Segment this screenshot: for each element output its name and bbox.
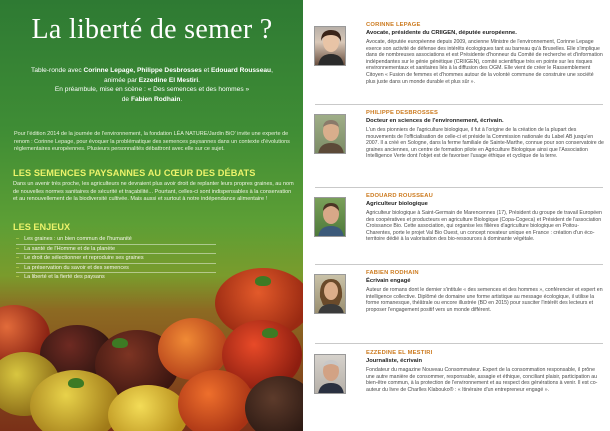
tomato-stem xyxy=(112,338,128,348)
person-bio: Avocate, députée européenne depuis 2009, ancienne Ministre de l'environnement, Corinne Lepage exerce son activité de défense des intérêts écologiques tant au barreau qu'à Bruxelles. Elle s'implique dans de nombreuses associations et est Présidente d'honneur du Comité de recherche et d'information indépendantes sur le génie génétique (CRIIGEN), comité scientifique très en pointe sur les risques environnementaux et sanitaires liés à la diffusion des OGM. Elle vient de créer le Rassemblement Citoyen « Fusion de femmes et d'hommes autour de la volonté commune de construire une société plus juste dans un monde durable et plus sûr ». xyxy=(366,39,603,85)
tomato-stem xyxy=(68,378,84,388)
intro-prefix: Table-ronde avec xyxy=(31,67,84,74)
person-name: PHILIPPE DESBROSSES xyxy=(366,110,439,116)
person-bio: Fondateur du magazine Nouveau Consommateur. Expert de la consommation responsable, il prône une autre manière de consommer, responsable, assagie et éthique, conciliant plaisir, participation au bien-être commun, à la protection de l'environnement et au respect des générations à venir. Il est co-auteur du livre de Charlles Klabouko® : « Itinéraire d'un entrepreneur engagé ». xyxy=(366,367,598,393)
person-card xyxy=(303,110,610,184)
tomato-image xyxy=(108,385,188,431)
page-title: La liberté de semer ? xyxy=(31,14,273,45)
intro-line4-suffix: . xyxy=(180,95,183,103)
portrait-icon xyxy=(315,27,346,66)
person-name: FABIEN RODHAIN xyxy=(366,270,419,276)
portrait-photo xyxy=(314,354,346,394)
intro-line4-prefix: de xyxy=(121,95,131,103)
intro-mid: et xyxy=(201,67,211,74)
portrait-photo xyxy=(314,197,346,237)
intro-participants: Corinne Lepage, Philippe Desbrosses xyxy=(83,67,202,74)
intro-line2-prefix: animée par xyxy=(103,76,139,84)
divider xyxy=(315,104,603,105)
list-item: – La préservation du savoir et des semences xyxy=(16,263,216,272)
list-item: – Le droit de sélectionner et reproduire ses graines xyxy=(16,253,216,262)
left-panel xyxy=(0,0,303,431)
context-paragraph: Pour l'édition 2014 de la journée de l'environnement, la fondation LÉA NATURE/Jardin BiO' invite une experte de renom : Corinne Lepage, pour évoquer la problématique des semences paysannes dans un contexte d'évolutions réglementaires européennes. Plusieurs personnalités débattront avec elle sur ce sujet. xyxy=(14,131,290,153)
tomato-stem xyxy=(262,328,278,338)
intro-director: Fabien Rodhain xyxy=(130,95,181,103)
person-card xyxy=(303,270,610,342)
divider xyxy=(315,187,603,188)
intro-line2-suffix: . xyxy=(198,76,201,84)
intro-participant-last: Edouard Rousseau xyxy=(211,67,272,74)
section-heading-semences: LES SEMENCES PAYSANNES AU CŒUR DES DÉBATS xyxy=(13,168,256,178)
portrait-icon xyxy=(315,355,346,394)
intro-suffix: , xyxy=(271,67,273,74)
person-role: Docteur en sciences de l'environnement, écrivain. xyxy=(366,118,504,124)
enjeux-list xyxy=(16,235,216,281)
tomato-image xyxy=(178,370,254,431)
list-item: – La liberté et la fierté des paysans xyxy=(16,272,216,281)
person-bio: Agriculteur biologique à Saint-Germain de Marencennes (17), Président du groupe de travail Européen des coopératives et producteurs en agriculture Biologique (Copa-Cogeca) et Président de l'association Croissance Bio. Cette association, qui organise les filières d'agriculture biologique en Poitou-Charentes, porte le projet Val Bio Ouest, un concept novateur unique en France : création d'un éco-territoire dédié à la valorisation des bio-ressources à dominante végétale. xyxy=(366,210,602,243)
portrait-icon xyxy=(315,198,346,237)
person-name: CORINNE LEPAGE xyxy=(366,22,421,28)
intro-line3: En préambule, mise en scène : « Des semences et des hommes » xyxy=(54,86,250,94)
person-bio: Auteur de romans dont le dernier s'intitule « des semences et des hommes », conférencier et expert en intelligence collective. Diplômé de domaine une forme artistique au message écologique, il utilise la forme romanesque, théâtrale ou encore illustrée (BD en 2015) pour susciter l'intérêt des lecteurs et proposer l'engagement positif vers un monde différent. xyxy=(366,287,603,313)
person-card xyxy=(303,22,610,100)
right-panel xyxy=(303,0,610,431)
person-role: Écrivain engagé xyxy=(366,278,411,284)
portrait-photo xyxy=(314,26,346,66)
person-name: EZZEDINE EL MESTIRI xyxy=(366,350,433,356)
person-card xyxy=(303,350,610,426)
person-role: Journaliste, écrivain xyxy=(366,358,423,364)
list-item: – La santé de l'Homme et de la planète xyxy=(16,244,216,253)
section-heading-enjeux: LES ENJEUX xyxy=(13,222,71,232)
intro-moderator: Ezzedine El Mestiri xyxy=(138,76,199,84)
list-item: – Les graines : un bien commun de l'humanité xyxy=(16,235,216,244)
person-name: EDOUARD ROUSSEAU xyxy=(366,193,433,199)
portrait-photo xyxy=(314,114,346,154)
person-card xyxy=(303,193,610,261)
person-role: Agriculteur biologique xyxy=(366,201,428,207)
portrait-photo xyxy=(314,274,346,314)
portrait-icon xyxy=(315,275,346,314)
divider xyxy=(315,264,603,265)
person-bio: L'un des pionniers de l'agriculture biologique, il fut à l'origine de la création de la plupart des mouvements de l'officialisation de celle-ci et préside la Commission nationale du Label AB jusqu'en 2007. Il a créé en Sologne, dans la ferme familiale de Sainte-Marthe, connue pour son conservatoire de graines anciennes, un centre de formation pilote en Agriculture Biologique ainsi que l'Association Intelligence Verte dont l'objet est de favoriser l'usage éthique et cyclique de la terre. xyxy=(366,127,604,160)
portrait-icon xyxy=(315,115,346,154)
intro-block xyxy=(8,66,296,104)
person-role: Avocate, présidente du CRIIGEN, députée européenne. xyxy=(366,30,517,36)
divider xyxy=(315,343,603,344)
section-text-semences: Dans un avenir très proche, les agriculteurs ne devraient plus avoir droit de replanter leurs propres graines, au nom de nouvelles normes sanitaires de sécurité et traçabilité... Pourtant, celles-ci sont indispensables à la conservation et au renouvellement de la biodiversité cultivée. Mais aussi et surtout à notre indépendance alimentaire ! xyxy=(13,181,294,202)
tomato-stem xyxy=(255,276,271,286)
